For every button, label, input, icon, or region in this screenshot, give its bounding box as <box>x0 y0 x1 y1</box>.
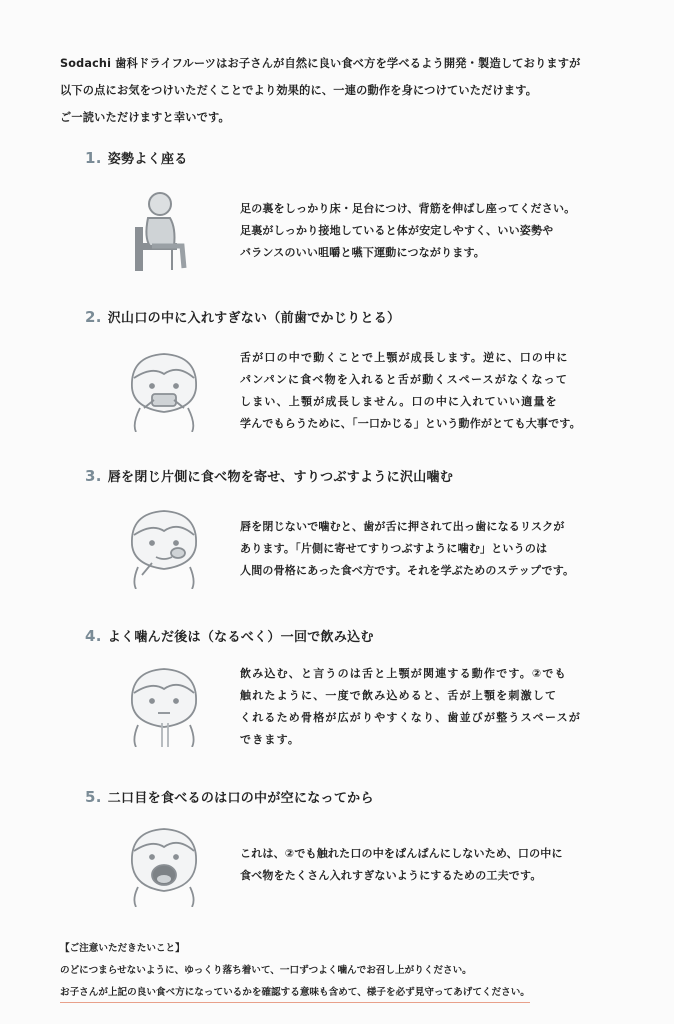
body-line: 触れたように、一度で飲み込めると、舌が上顎を刺激して <box>240 689 558 702</box>
intro-text <box>60 50 650 131</box>
body-line: 唇を閉じないで噛むと、歯が舌に押されて出っ歯になるリスクが <box>240 520 565 533</box>
body-line: 飲み込む、と言うのは舌と上顎が関連する動作です。②でも <box>240 667 567 680</box>
section-title-text: 唇を閉じ片側に食べ物を寄せ、すりつぶすように沢山噛む <box>107 470 454 485</box>
sitting-child-icon <box>122 188 206 272</box>
body-line: できます。 <box>240 733 301 746</box>
section-4-body <box>240 663 615 751</box>
body-line: 足の裏をしっかり床・足台につけ、背筋を伸ばし座ってください。 <box>240 202 576 215</box>
section-3-body <box>240 516 615 582</box>
section-1-body <box>240 198 615 264</box>
section-number: 2. <box>85 308 102 326</box>
section-3-title <box>85 466 453 485</box>
intro-line: 以下の点にお気をつけいただくことでより効果的に、一連の動作を身につけていただけます。 <box>60 84 538 97</box>
child-open-mouth-icon <box>122 823 206 907</box>
child-chewing-icon <box>122 505 206 589</box>
section-5-title <box>85 787 374 806</box>
body-line: くれるため骨格が広がりやすくなり、歯並びが整うスペースが <box>240 711 582 724</box>
section-number: 4. <box>85 627 102 645</box>
section-4-title <box>85 626 374 645</box>
body-line: バランスのいい咀嚼と嚥下運動につながります。 <box>240 246 485 259</box>
body-line: 足裏がしっかり接地していると体が安定しやすく、いい姿勢や <box>240 224 554 237</box>
child-swallowing-icon <box>122 663 206 747</box>
body-line: パンパンに食べ物を入れると舌が動くスペースがなくなって <box>240 373 569 386</box>
body-line: 学んでもらうために、「一口かじる」という動作がとても大事です。 <box>240 417 581 430</box>
notes-line: のどにつまらせないように、ゆっくり落ち着いて、一口ずつよく噛んでお召し上がりください。 <box>60 965 472 976</box>
section-number: 1. <box>85 149 102 167</box>
section-number: 3. <box>85 467 102 485</box>
section-title-text: 姿勢よく座る <box>107 152 188 167</box>
intro-line: Sodachi 歯科ドライフルーツはお子さんが自然に良い食べ方を学べるよう開発・製造しておりますが <box>60 57 581 70</box>
section-5-body <box>240 843 615 887</box>
body-line: 舌が口の中で動くことで上顎が成長します。逆に、口の中に <box>240 351 569 364</box>
section-1-title <box>85 148 188 167</box>
notes-heading: 【ご注意いただきたいこと】 <box>60 943 185 954</box>
caution-notes <box>60 938 660 1004</box>
section-title-text: 二口目を食べるのは口の中が空になってから <box>107 791 374 806</box>
body-line: あります。「片側に寄せてすりつぶすように噛む」というのは <box>240 542 548 555</box>
section-2-body <box>240 347 615 435</box>
section-title-text: よく噛んだ後は（なるべく）一回で飲み込む <box>107 630 374 645</box>
body-line: しまい、上顎が成長しません。口の中に入れていい適量を <box>240 395 558 408</box>
body-line: 食べ物をたくさん入れすぎないようにするための工夫です。 <box>240 869 542 882</box>
intro-line: ご一読いただけますと幸いです。 <box>60 111 230 124</box>
section-title-text: 沢山口の中に入れすぎない（前歯でかじりとる） <box>107 311 401 326</box>
notes-line-underlined: お子さんが上記の良い食べ方になっているかを確認する意味も含めて、様子を必ず見守ってあげてください。 <box>60 984 530 1003</box>
body-line: これは、②でも触れた口の中をぱんぱんにしないため、口の中に <box>240 847 563 860</box>
body-line: 人間の骨格にあった食べ方です。それを学ぶためのステップです。 <box>240 564 575 577</box>
section-number: 5. <box>85 788 102 806</box>
section-2-title <box>85 307 400 326</box>
child-biting-food-icon <box>122 348 206 432</box>
